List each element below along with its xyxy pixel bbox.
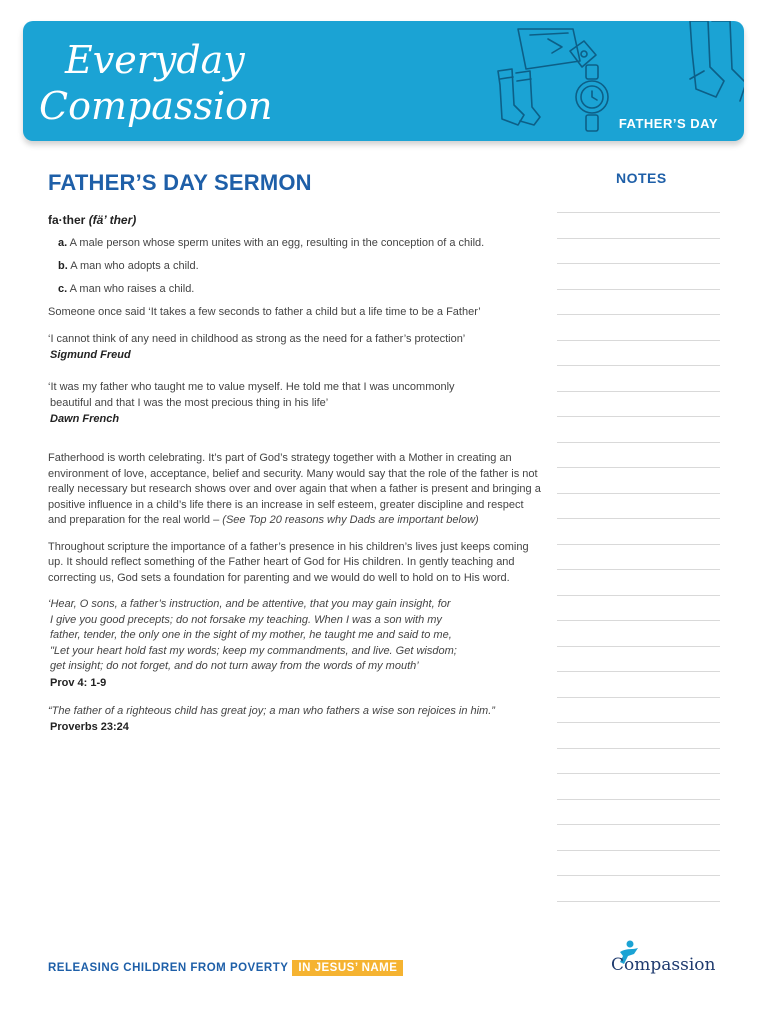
definition-text: A male person whose sperm unites with an egg, resulting in the conception of a child.	[69, 237, 485, 249]
note-line	[557, 901, 720, 927]
notes-heading: NOTES	[616, 170, 667, 186]
tagline-text: RELEASING CHILDREN FROM POVERTY	[48, 962, 289, 974]
scripture-line: get insight; do not forget, and do not turn away from the words of my mouth’	[50, 660, 419, 672]
note-line	[557, 646, 720, 672]
definition-list	[48, 236, 543, 296]
note-line	[557, 671, 720, 697]
scripture-reference: Prov 4: 1-9	[50, 676, 107, 689]
sermon-content	[48, 170, 543, 733]
wallet-icon	[518, 29, 580, 69]
note-line	[557, 493, 720, 519]
paragraph-text: Fatherhood is worth celebrating. It’s part of God’s strategy together with a Mother in creating an environment of love, acceptance, belief and security. Many would say that the role of the father is not really necessary but research shows over and over again that when a father is present and bringing a positive influence in a child’s life there is an increase in self esteem, greater discipline and respect and preparation for the real world –	[48, 452, 541, 526]
term-word: fa·ther	[48, 213, 86, 227]
note-line	[557, 773, 720, 799]
scripture-line: father, tender, the only one in the sight of my mother, he taught me and said to me,	[50, 629, 452, 641]
paragraph-fatherhood	[48, 451, 543, 529]
note-line	[557, 569, 720, 595]
note-line	[557, 799, 720, 825]
quote-freud: ‘I cannot think of any need in childhood as strong as the need for a father’s protection’	[48, 332, 466, 345]
term-pronunciation: (fä’ ther)	[88, 213, 137, 227]
intro-text: Someone once said ‘It takes a few seconds to father a child but a life time to be a Father’	[48, 306, 481, 318]
note-line	[557, 391, 720, 417]
tagline-highlight: IN JESUS’ NAME	[292, 960, 403, 976]
header-banner	[23, 21, 744, 141]
note-line	[557, 722, 720, 748]
note-line	[557, 544, 720, 570]
scripture-line: I give you good precepts; do not forsake my teaching. When I was a son with my	[50, 613, 442, 626]
quote-author: Sigmund Freud	[50, 349, 131, 361]
definition-item	[58, 236, 543, 250]
definition-text: A man who raises a child.	[69, 283, 195, 295]
note-line	[557, 875, 720, 901]
note-line	[557, 595, 720, 621]
definition-letter: b.	[58, 260, 68, 272]
note-line	[557, 365, 720, 391]
page-title: FATHER’S DAY SERMON	[48, 170, 312, 195]
definition-text: A man who adopts a child.	[70, 260, 199, 272]
note-line	[557, 416, 720, 442]
socks-icon	[498, 69, 540, 125]
paragraph-scripture: Throughout scripture the importance of a father’s presence in his children’s lives just keeps coming up. It should reflect something of the Father heart of God for His children. In gently teaching and correcting us, God sets a foundation for parenting and we would do well to hold on to His word.	[48, 540, 529, 584]
note-line	[557, 518, 720, 544]
note-line	[557, 314, 720, 340]
logo-line-1: Everyday	[65, 38, 245, 82]
note-line	[557, 748, 720, 774]
brand-name: Compassion	[611, 955, 716, 975]
note-line	[557, 238, 720, 264]
quote-french-line-1: ‘It was my father who taught me to value myself. He told me that I was uncommonly	[48, 381, 455, 393]
note-line	[557, 340, 720, 366]
definition-item	[58, 282, 543, 296]
note-line	[557, 263, 720, 289]
note-line	[557, 824, 720, 850]
note-line	[557, 697, 720, 723]
quote-french-line-2: beautiful and that I was the most precious thing in his life’	[50, 396, 329, 409]
scripture-proverbs-23: “The father of a righteous child has great joy; a man who fathers a wise son rejoices in him.”	[48, 704, 495, 717]
term-heading	[48, 213, 543, 227]
definition-letter: a.	[58, 237, 68, 249]
note-line	[557, 467, 720, 493]
note-line	[557, 442, 720, 468]
scripture-proverbs-4	[48, 597, 543, 689]
scripture-line: ‘Hear, O sons, a father’s instruction, and be attentive, that you may gain insight, for	[48, 598, 451, 610]
definition-letter: c.	[58, 283, 68, 295]
logo-line-2: Compassion	[39, 84, 273, 128]
socks-right-icon	[690, 21, 744, 101]
paragraph-note: (See Top 20 reasons why Dads are important below)	[222, 514, 479, 526]
note-line	[557, 289, 720, 315]
definition-item	[58, 259, 543, 273]
everyday-compassion-logo	[35, 27, 285, 137]
note-line	[557, 850, 720, 876]
scripture-reference: Proverbs 23:24	[50, 721, 129, 733]
watch-icon	[576, 65, 608, 131]
banner-tag: FATHER’S DAY	[618, 116, 718, 131]
footer-tagline	[48, 960, 403, 976]
note-line	[557, 620, 720, 646]
note-line	[557, 212, 720, 238]
tie-icon	[570, 41, 596, 67]
scripture-line: "Let your heart hold fast my words; keep my commandments, and live. Get wisdom;	[50, 644, 457, 657]
quote-author: Dawn French	[50, 413, 120, 425]
notes-lines	[557, 212, 720, 926]
